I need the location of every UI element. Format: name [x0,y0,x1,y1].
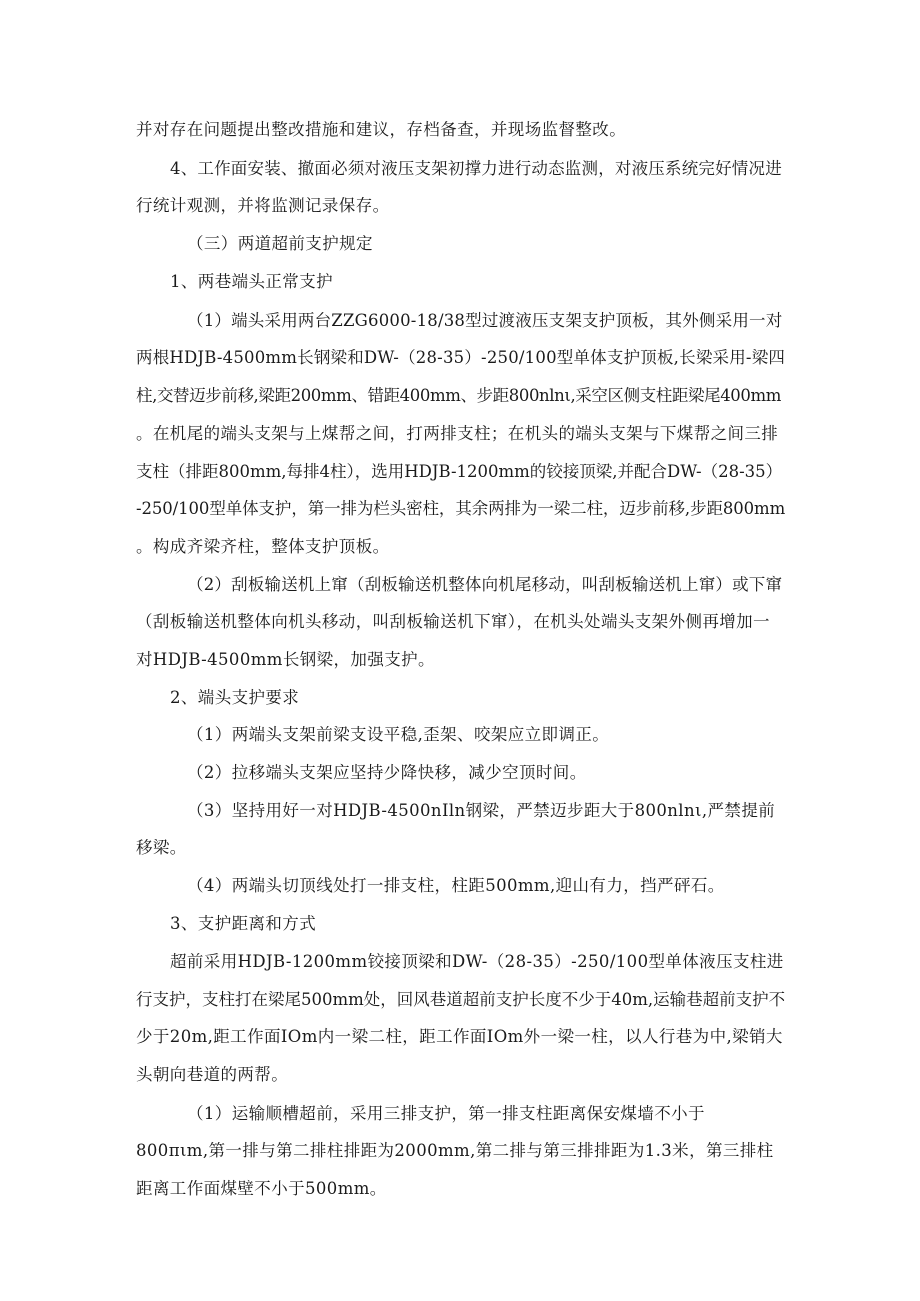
paragraph-line: （2）刮板输送机上窜（刮板输送机整体向机尾移动，叫刮板输送机上窜）或下窜 [187,575,783,594]
paragraph-line: 。构成齐梁齐柱，整体支护顶板。 [136,537,390,556]
paragraph-line: 行统计观测，并将监测记录保存。 [136,196,390,215]
paragraph-line: 。在机尾的端头支架与上煤帮之间，打两排支柱；在机头的端头支架与下煤帮之间三排 [136,424,779,443]
paragraph-line: 两根HDJB-4500mm长钢梁和DW-（28-35）-250/100型单体支护顶板,长梁采用-梁四 [136,348,786,367]
paragraph-line: （刮板输送机整体向机头移动，叫刮板输送机下窜），在机头处端头支架外侧再增加一 [136,612,770,631]
paragraph-line: （1）端头采用两台ZZG6000-18/38型过渡液压支架支护顶板，其外侧采用一对 [187,311,783,330]
subsection-heading: 2、端头支护要求 [170,688,300,707]
paragraph-line: 对HDJB-4500mm长钢梁，加强支护。 [136,650,435,669]
paragraph-line: （2）拉移端头支架应坚持少降快移，减少空顶时间。 [187,763,587,782]
paragraph-line: 800πιm,第一排与第二排柱排距为2000mm,第二排与第三排排距为1.3米，第三排柱 [136,1141,774,1160]
paragraph-line: 4、工作面安装、撤面必须对液压支架初撑力进行动态监测，对液压系统完好情况进 [170,159,782,178]
paragraph-line: （4）两端头切顶线处打一排支柱，柱距500mm,迎山有力，挡严砰石。 [187,876,725,895]
paragraph-line: （3）坚持用好一对HDJB-4500nIln钢梁，严禁迈步距大于800nlnι,严禁提前 [187,801,776,820]
paragraph-line: 距离工作面煤壁不小于500mm。 [136,1179,387,1198]
paragraph-line: 柱,交替迈步前移,梁距200mm、错距400mm、步距800nlnι,采空区侧支柱距梁尾400mm [136,386,781,405]
paragraph-line: （1）两端头支架前梁支设平稳,歪架、咬架应立即调正。 [187,725,610,744]
paragraph-line: （1）运输顺槽超前，采用三排支护，第一排支柱距离保安煤墙不小于 [187,1104,705,1123]
section-heading: （三）两道超前支护规定 [187,234,373,253]
paragraph-line: 移梁。 [136,838,187,857]
paragraph-line: 少于20m,距工作面IOm内一梁二柱，距工作面IOm外一梁一柱，以人行巷为中,梁销大 [136,1027,783,1046]
subsection-heading: 3、支护距离和方式 [170,914,317,933]
paragraph-line: -250/100型单体支护，第一排为栏头密柱，其余两排为一梁二柱，迈步前移,步距800mm [136,499,786,518]
paragraph-line: 超前采用HDJB-1200mm铰接顶梁和DW-（28-35）-250/100型单体液压支柱进 [170,952,784,971]
paragraph-line: 行支护，支柱打在梁尾500mm处，回风巷道超前支护长度不少于40m,运输巷超前支护不 [136,990,786,1009]
subsection-heading: 1、两巷端头正常支护 [170,272,333,291]
paragraph-line: 头朝向巷道的两帮。 [136,1065,289,1084]
paragraph-line: 支柱（排距800mm,每排4柱），选用HDJB-1200mm的铰接顶梁,并配合DW-（28-35） [136,462,783,481]
paragraph-line: 并对存在问题提出整改措施和建议，存档备查，并现场监督整改。 [136,120,627,139]
